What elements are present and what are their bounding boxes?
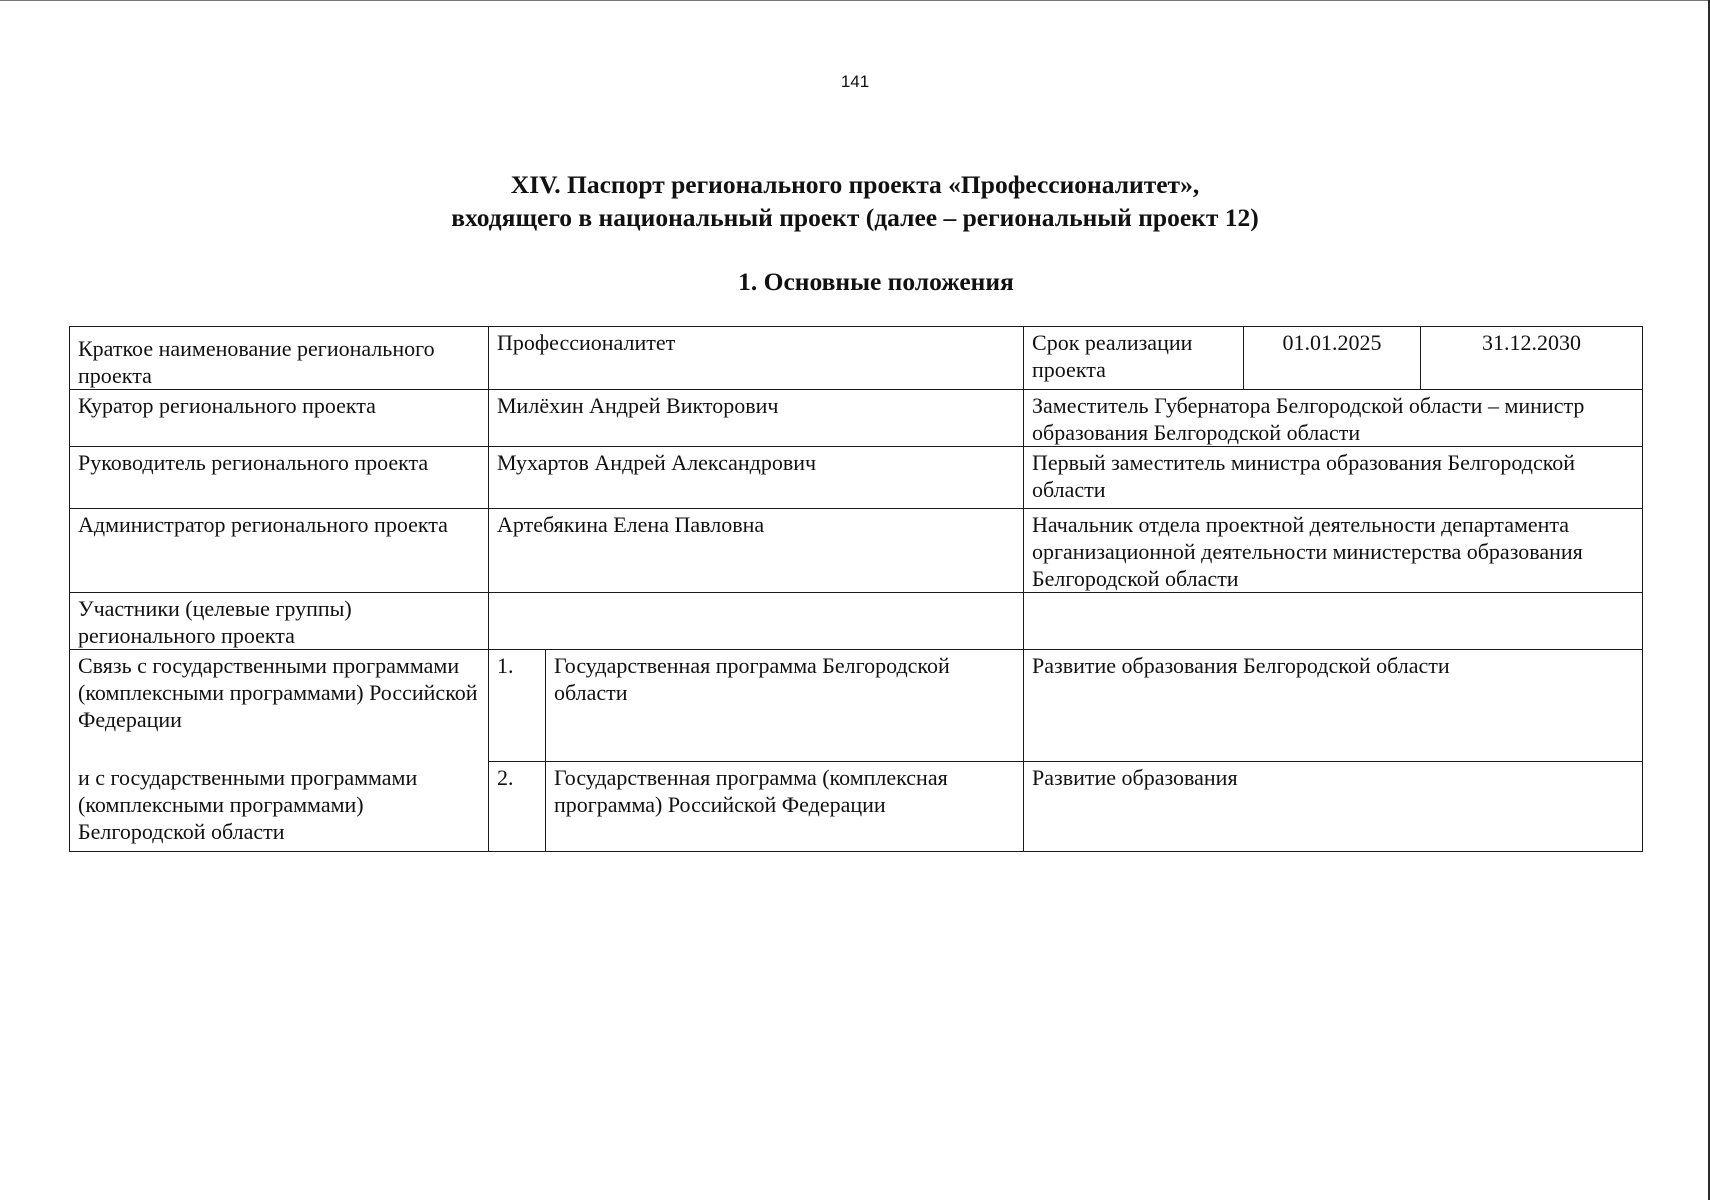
- term-label: Срок реализации проекта: [1024, 327, 1244, 390]
- admin-name: Артебякина Елена Павловна: [489, 509, 1024, 593]
- program-2-type: Государственная программа (комплексная программа) Российской Федерации: [546, 762, 1024, 852]
- table-row-program-1: [70, 650, 1643, 762]
- program-2-num: 2.: [489, 762, 546, 852]
- head-name: Мухартов Андрей Александрович: [489, 447, 1024, 509]
- programs-link-label-part-2: и с государственными программами (комплексными программами) Белгородской области: [70, 762, 489, 852]
- document-title: [0, 168, 1710, 234]
- title-line-2: входящего в национальный проект (далее – региональный проект 12): [451, 203, 1259, 232]
- program-2-name: Развитие образования: [1024, 762, 1643, 852]
- program-1-name: Развитие образования Белгородской области: [1024, 650, 1643, 762]
- curator-position: Заместитель Губернатора Белгородской области – министр образования Белгородской области: [1024, 390, 1643, 447]
- curator-label: Куратор регионального проекта: [70, 390, 489, 447]
- term-end: 31.12.2030: [1421, 327, 1643, 390]
- program-1-num: 1.: [489, 650, 546, 762]
- page-number: 141: [840, 72, 870, 91]
- short-name-label: Краткое наименование регионального проекта: [70, 327, 489, 390]
- term-start: 01.01.2025: [1244, 327, 1421, 390]
- curator-name: Милёхин Андрей Викторович: [489, 390, 1024, 447]
- head-position: Первый заместитель министра образования Белгородской области: [1024, 447, 1643, 509]
- head-label: Руководитель регионального проекта: [70, 447, 489, 509]
- participants-value: [489, 593, 1024, 650]
- program-1-type: Государственная программа Белгородской области: [546, 650, 1024, 762]
- admin-label: Администратор регионального проекта: [70, 509, 489, 593]
- participants-extra: [1024, 593, 1643, 650]
- section-title: 1. Основные положения: [738, 267, 1014, 296]
- page-top-edge: [0, 0, 1710, 1]
- programs-link-label-part-1: Связь с государственными программами (комплексными программами) Российской Федерации: [70, 650, 489, 762]
- passport-table: [69, 326, 1643, 852]
- table-row-admin: [70, 509, 1643, 593]
- table-row-participants: [70, 593, 1643, 650]
- short-name-value: Профессионалитет: [489, 327, 1024, 390]
- table-row-curator: [70, 390, 1643, 447]
- table-row-short-name: [70, 327, 1643, 390]
- title-line-1: XIV. Паспорт регионального проекта «Профессионалитет»,: [510, 170, 1200, 199]
- admin-position: Начальник отдела проектной деятельности департамента организационной деятельности министерства образования Белгородской области: [1024, 509, 1643, 593]
- participants-label: Участники (целевые группы) регионального проекта: [70, 593, 489, 650]
- table-row-program-2: [70, 762, 1643, 852]
- table-row-head: [70, 447, 1643, 509]
